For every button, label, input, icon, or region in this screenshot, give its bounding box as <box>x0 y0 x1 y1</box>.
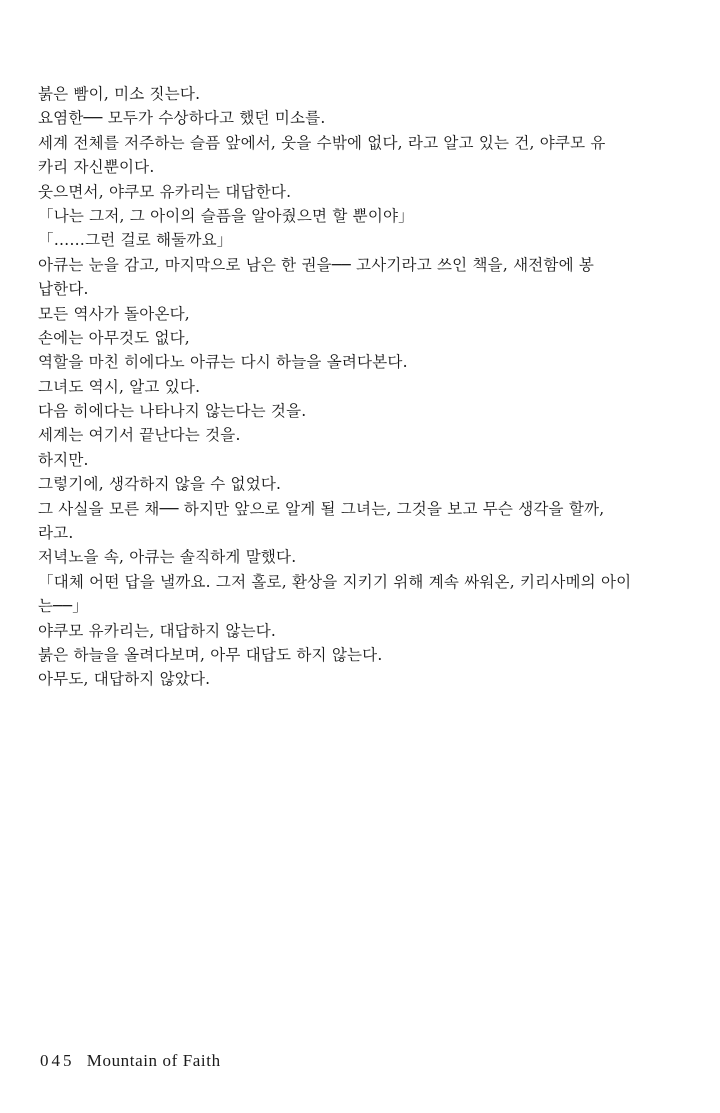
text-line: 그렇기에, 생각하지 않을 수 없었다. <box>38 475 282 494</box>
text-line: 「……그런 걸로 해둘까요」 <box>38 231 233 250</box>
text-line: 아큐는 눈을 감고, 마지막으로 남은 한 권을── 고사기라고 쓰인 책을, 새전함에 봉 <box>38 255 595 274</box>
text-line: 다음 히에다는 나타나지 않는다는 것을. <box>38 402 307 421</box>
text-line: 야쿠모 유카리는, 대답하지 않는다. <box>38 621 277 640</box>
book-title: Mountain of Faith <box>86 1051 221 1070</box>
text-line: 역할을 마친 히에다노 아큐는 다시 하늘을 올려다본다. <box>38 353 408 372</box>
text-line: 손에는 아무것도 없다, <box>38 328 190 347</box>
text-line: 는──」 <box>38 597 88 616</box>
page-number: 045 <box>40 1051 75 1070</box>
text-line: 그 사실을 모른 채── 하지만 앞으로 알게 될 그녀는, 그것을 보고 무슨 생각을 할까, <box>38 499 605 518</box>
text-line: 「대체 어떤 답을 낼까요. 그저 홀로, 환상을 지키기 위해 계속 싸워온, 키리사메의 아이 <box>38 572 632 591</box>
text-line: 저녁노을 속, 아큐는 솔직하게 말했다. <box>38 548 297 567</box>
text-line: 납한다. <box>38 280 89 299</box>
text-line: 모든 역사가 돌아온다, <box>38 304 190 323</box>
text-line: 요염한── 모두가 수상하다고 했던 미소를. <box>38 109 326 128</box>
text-line: 하지만. <box>38 450 89 469</box>
text-line: 라고. <box>38 524 74 543</box>
page-footer <box>40 1050 221 1072</box>
text-line: 세계는 여기서 끝난다는 것을. <box>38 426 241 445</box>
text-line: 「나는 그저, 그 아이의 슬픔을 알아줬으면 할 뿐이야」 <box>38 206 414 225</box>
text-line: 붉은 하늘을 올려다보며, 아무 대답도 하지 않는다. <box>38 645 383 664</box>
text-line: 세계 전체를 저주하는 슬픔 앞에서, 웃을 수밖에 없다, 라고 알고 있는 건, 야쿠모 유 <box>38 133 606 152</box>
text-line: 그녀도 역시, 알고 있다. <box>38 377 201 396</box>
text-line: 카리 자신뿐이다. <box>38 158 155 177</box>
body-text <box>38 82 684 692</box>
text-line: 붉은 빰이, 미소 짓는다. <box>38 85 201 103</box>
text-line: 아무도, 대답하지 않았다. <box>38 670 211 689</box>
text-line: 웃으면서, 야쿠모 유카리는 대답한다. <box>38 182 292 201</box>
